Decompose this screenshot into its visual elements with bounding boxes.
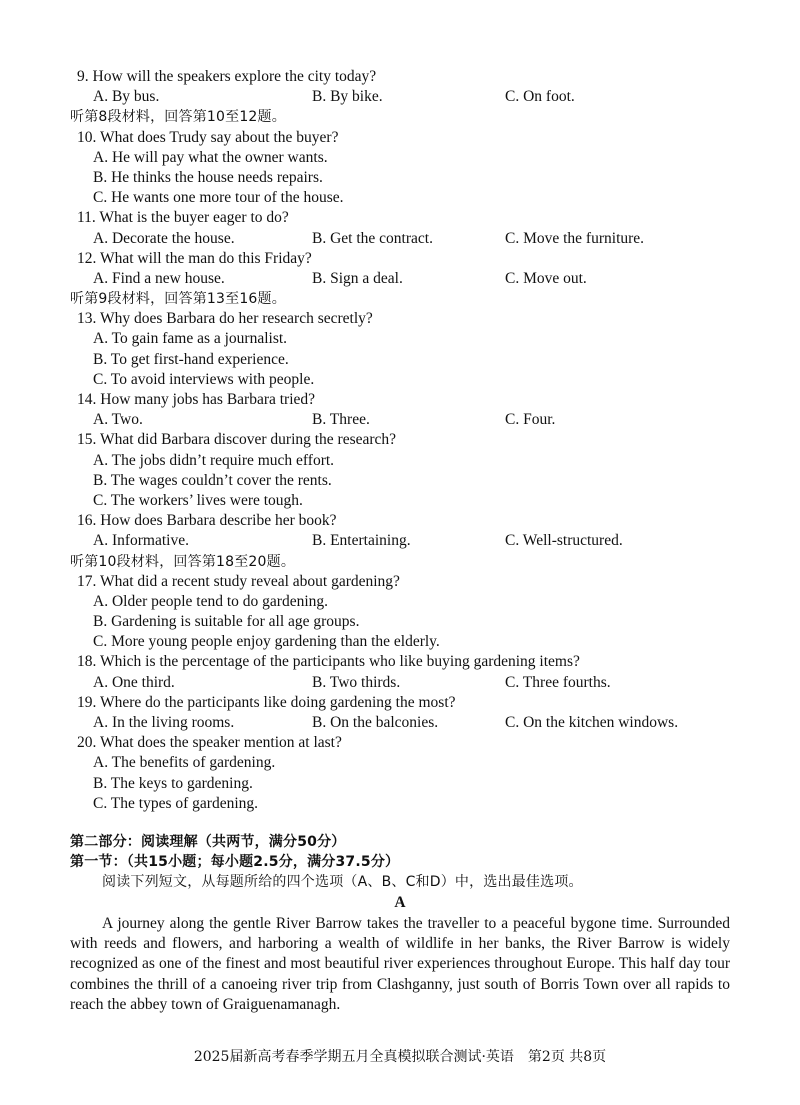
question-stem: 9. How will the speakers explore the city today?: [77, 68, 377, 85]
answer-option-a: A. Informative.: [93, 532, 189, 550]
section-instruction: 听第10段材料，回答第18至20题。: [70, 553, 296, 570]
answer-option: B. He thinks the house needs repairs.: [93, 168, 323, 186]
answer-option-a: A. In the living rooms.: [93, 714, 235, 731]
answer-option: C. He wants one more tour of the house.: [93, 189, 344, 207]
answer-option-c: C. Four.: [505, 411, 556, 429]
answer-option: C. The workers’ lives were tough.: [93, 491, 303, 509]
question-stem: 17. What did a recent study reveal about gardening?: [77, 572, 400, 590]
answer-option: B. To get first-hand experience.: [93, 350, 289, 368]
answer-option-b: B. Two thirds.: [312, 673, 401, 691]
answer-option: A. The benefits of gardening.: [93, 754, 276, 772]
question-stem: 20. What does the speaker mention at last?: [77, 734, 342, 752]
passage-a-text: A journey along the gentle River Barrow takes the traveller to a peaceful bygone time. Surrounded with reeds and flowers, and harboring a wealth of wildlife in her banks, the River Barrow is widely recognized as one of the finest and most beautiful river experiences throughout Europe. This half day tour combines the thrill of a canoeing river trip from Clashganny, just south of Borris Town over all rapids to reach the abbey town of Graiguenamanagh.: [70, 915, 730, 1013]
answer-option: C. More young people enjoy gardening than the elderly.: [93, 633, 440, 651]
question-stem: 10. What does Trudy say about the buyer?: [77, 128, 339, 146]
answer-options-row: [70, 87, 742, 107]
question-stem: 14. How many jobs has Barbara tried?: [77, 391, 316, 408]
answer-option-b: B. On the balconies.: [312, 714, 439, 731]
answer-option-a: A. By bus.: [93, 88, 160, 106]
question-stem: 11. What is the buyer eager to do?: [77, 209, 289, 227]
answer-option: A. He will pay what the owner wants.: [93, 148, 328, 166]
answer-option-a: A. Two.: [93, 411, 143, 429]
answer-option: B. The keys to gardening.: [93, 774, 253, 792]
answer-option-b: B. Entertaining.: [312, 532, 411, 550]
answer-option-b: B. Three.: [312, 411, 370, 429]
answer-options-row: [70, 673, 742, 693]
answer-option: B. Gardening is suitable for all age groups.: [93, 613, 360, 631]
listening-questions: [70, 67, 742, 814]
question-stem: 18. Which is the percentage of the participants who like buying gardening items?: [77, 653, 580, 671]
section-instruction: 听第8段材料，回答第10至12题。: [70, 109, 286, 126]
part-two-heading: 第二部分：阅读理解（共两节，满分50分）: [70, 834, 346, 850]
answer-option-c: C. Well-structured.: [505, 532, 623, 550]
answer-option-a: A. One third.: [93, 673, 175, 691]
answer-option-a: A. Decorate the house.: [93, 229, 235, 247]
answer-option-c: C. Move out.: [505, 269, 587, 287]
answer-options-row: [70, 713, 742, 733]
reading-section-header: [70, 832, 742, 913]
section-instruction: 听第9段材料，回答第13至16题。: [70, 291, 286, 308]
answer-option-c: C. On foot.: [505, 88, 575, 106]
question-stem: 13. Why does Barbara do her research secretly?: [77, 310, 373, 328]
answer-option: B. The wages couldn’t cover the rents.: [93, 471, 332, 489]
question-stem: 16. How does Barbara describe her book?: [77, 512, 337, 530]
answer-option: A. To gain fame as a journalist.: [93, 330, 288, 348]
answer-option: A. Older people tend to do gardening.: [93, 592, 329, 610]
answer-options-row: [70, 410, 742, 430]
answer-options-row: [70, 269, 742, 289]
answer-option-b: B. Get the contract.: [312, 229, 433, 247]
answer-option-a: A. Find a new house.: [93, 269, 225, 287]
reading-instruction: 阅读下列短文，从每题所给的四个选项（A、B、C和D）中，选出最佳选项。: [102, 874, 583, 891]
answer-options-row: [70, 229, 742, 249]
answer-option-c: C. Move the furniture.: [505, 229, 645, 247]
question-stem: 19. Where do the participants like doing gardening the most?: [77, 693, 456, 711]
section-one-heading: 第一节：（共15小题；每小题2.5分，满分37.5分）: [70, 854, 400, 871]
question-stem: 12. What will the man do this Friday?: [77, 249, 312, 267]
answer-option-c: C. Three fourths.: [505, 673, 611, 691]
answer-options-row: [70, 531, 742, 551]
answer-option-b: B. By bike.: [312, 88, 383, 106]
question-stem: 15. What did Barbara discover during the research?: [77, 431, 397, 449]
answer-option: C. The types of gardening.: [93, 794, 259, 812]
answer-option: C. To avoid interviews with people.: [93, 370, 315, 388]
answer-option-b: B. Sign a deal.: [312, 269, 403, 287]
passage-label: A: [394, 893, 406, 911]
answer-option-c: C. On the kitchen windows.: [505, 714, 679, 731]
page-footer: 2025届新高考春季学期五月全真模拟联合测试·英语 第2页 共8页: [193, 1049, 607, 1065]
answer-option: A. The jobs didn’t require much effort.: [93, 451, 335, 469]
